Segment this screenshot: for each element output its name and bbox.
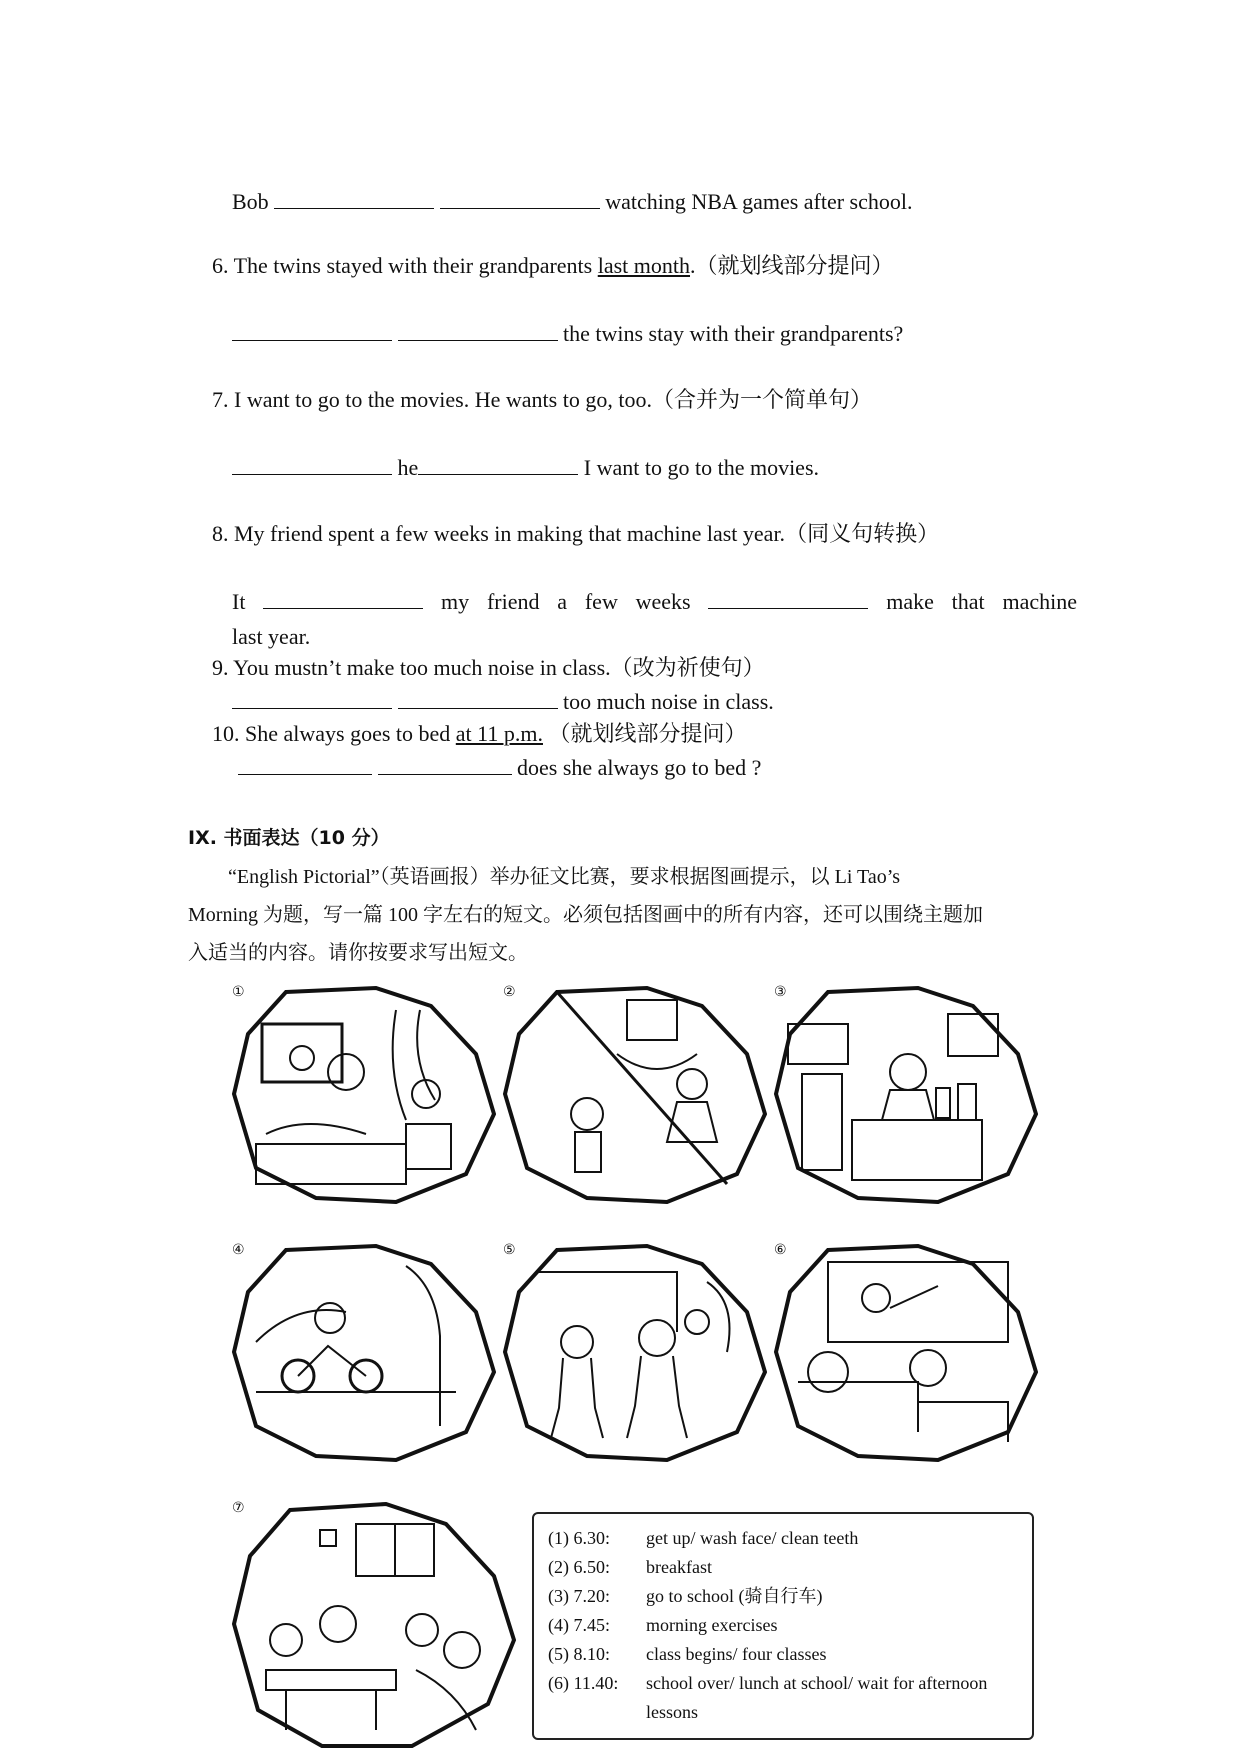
section-heading: IX. 书面表达（10 分） <box>188 827 390 849</box>
schedule-row <box>548 1553 1032 1582</box>
q10-question <box>212 722 747 746</box>
answer-blank[interactable] <box>398 690 558 709</box>
q5-pre: Bob <box>232 189 269 214</box>
picture-number: ① <box>232 984 245 1000</box>
schedule-row <box>548 1669 1032 1727</box>
picture-1 <box>226 984 496 1209</box>
q9-answer-line <box>232 690 774 714</box>
q6-question <box>212 254 894 278</box>
picture-number: ⑤ <box>503 1242 516 1258</box>
instruction-line: “English Pictorial”（英语画报）举办征文比赛，要求根据图画提示，以 Li Tao’s <box>228 866 901 888</box>
q6-instruction: （就划线部分提问） <box>695 253 894 278</box>
q7-post: I want to go to the movies. <box>583 455 820 480</box>
q8-text: 8. My friend spent a few weeks in making that machine last year. <box>212 521 786 546</box>
q8-word: machine <box>1002 589 1077 614</box>
answer-blank[interactable] <box>708 590 868 609</box>
schedule-activity: go to school (骑自行车) <box>646 1586 823 1606</box>
answer-blank[interactable] <box>398 322 558 341</box>
picture-number: ④ <box>232 1242 245 1258</box>
q10-answer-line <box>238 756 761 780</box>
picture-7 <box>226 1500 516 1755</box>
picture-6 <box>768 1242 1038 1467</box>
schedule-time: (6) 11.40: <box>548 1673 619 1693</box>
picture-3 <box>768 984 1038 1209</box>
q9-question <box>212 656 765 680</box>
schedule-activity: get up/ wash face/ clean teeth <box>646 1528 859 1548</box>
q6-answer-post: the twins stay with their grandparents? <box>563 321 904 346</box>
q10-instruction: （就划线部分提问） <box>548 721 747 746</box>
schedule-time: (3) 7.20: <box>548 1586 610 1606</box>
q8-word: weeks <box>635 589 691 614</box>
q10-post: does she always go to bed ? <box>517 755 762 780</box>
picture-4 <box>226 1242 496 1467</box>
answer-blank[interactable] <box>232 690 392 709</box>
q9-text: 9. You mustn’t make too much noise in class. <box>212 655 611 680</box>
q8-word: that <box>951 589 985 614</box>
section-instructions <box>188 858 1058 972</box>
q8-word: friend <box>486 589 540 614</box>
q8-answer-line <box>232 590 1077 614</box>
answer-blank[interactable] <box>440 190 600 209</box>
schedule-time: (2) 6.50: <box>548 1557 610 1577</box>
q8-word: a <box>557 589 568 614</box>
q6-suffix: . <box>690 253 696 278</box>
schedule-time: (5) 8.10: <box>548 1644 610 1664</box>
q7-answer-line <box>232 456 819 480</box>
answer-blank[interactable] <box>232 456 392 475</box>
schedule-row <box>548 1524 1032 1553</box>
q10-text: 10. She always goes to bed <box>212 721 456 746</box>
answer-blank[interactable] <box>378 756 512 775</box>
schedule-activity: class begins/ four classes <box>646 1644 827 1664</box>
answer-blank[interactable] <box>238 756 372 775</box>
q6-text: 6. The twins stayed with their grandparents <box>212 253 598 278</box>
q6-answer-line <box>232 322 903 346</box>
q8-word: few <box>584 589 618 614</box>
schedule-row <box>548 1640 1032 1669</box>
picture-number: ③ <box>774 984 787 1000</box>
q6-underlined: last month <box>597 253 691 278</box>
picture-number: ② <box>503 984 516 1000</box>
q5-post: watching NBA games after school. <box>605 189 913 214</box>
schedule-row <box>548 1582 1032 1611</box>
q8-word: It <box>232 589 246 614</box>
answer-blank[interactable] <box>232 322 392 341</box>
picture-2 <box>497 984 767 1209</box>
q7-question <box>212 388 872 412</box>
schedule-row <box>548 1611 1032 1640</box>
q9-instruction: （改为祈使句） <box>610 655 765 680</box>
picture-number: ⑦ <box>232 1500 245 1516</box>
q9-post: too much noise in class. <box>563 689 774 714</box>
answer-blank[interactable] <box>418 456 578 475</box>
schedule-box <box>532 1512 1034 1740</box>
q7-instruction: （合并为一个简单句） <box>651 387 872 412</box>
q7-text: 7. I want to go to the movies. He wants to go, too. <box>212 387 652 412</box>
q7-mid: he <box>397 455 419 480</box>
q8-continuation: last year. <box>232 624 311 649</box>
picture-5 <box>497 1242 767 1467</box>
picture-number: ⑥ <box>774 1242 787 1258</box>
schedule-activity: school over/ lunch at school/ wait for afternoon lessons <box>646 1673 988 1722</box>
q5-answer-line <box>232 190 913 214</box>
answer-blank[interactable] <box>263 590 423 609</box>
schedule-time: (4) 7.45: <box>548 1615 610 1635</box>
schedule-activity: breakfast <box>646 1557 712 1577</box>
instruction-line: Morning 为题，写一篇 100 字左右的短文。必须包括图画中的所有内容，还可以围绕主题加 <box>188 904 983 926</box>
schedule-time: (1) 6.30: <box>548 1528 610 1548</box>
q8-word: make <box>886 589 934 614</box>
q8-instruction: （同义句转换） <box>785 521 940 546</box>
answer-blank[interactable] <box>274 190 434 209</box>
q8-word: my <box>441 589 470 614</box>
q8-question <box>212 522 939 546</box>
instruction-line: 入适当的内容。请你按要求写出短文。 <box>188 942 528 964</box>
q10-underlined: at 11 p.m. <box>455 721 543 746</box>
schedule-activity: morning exercises <box>646 1615 778 1635</box>
